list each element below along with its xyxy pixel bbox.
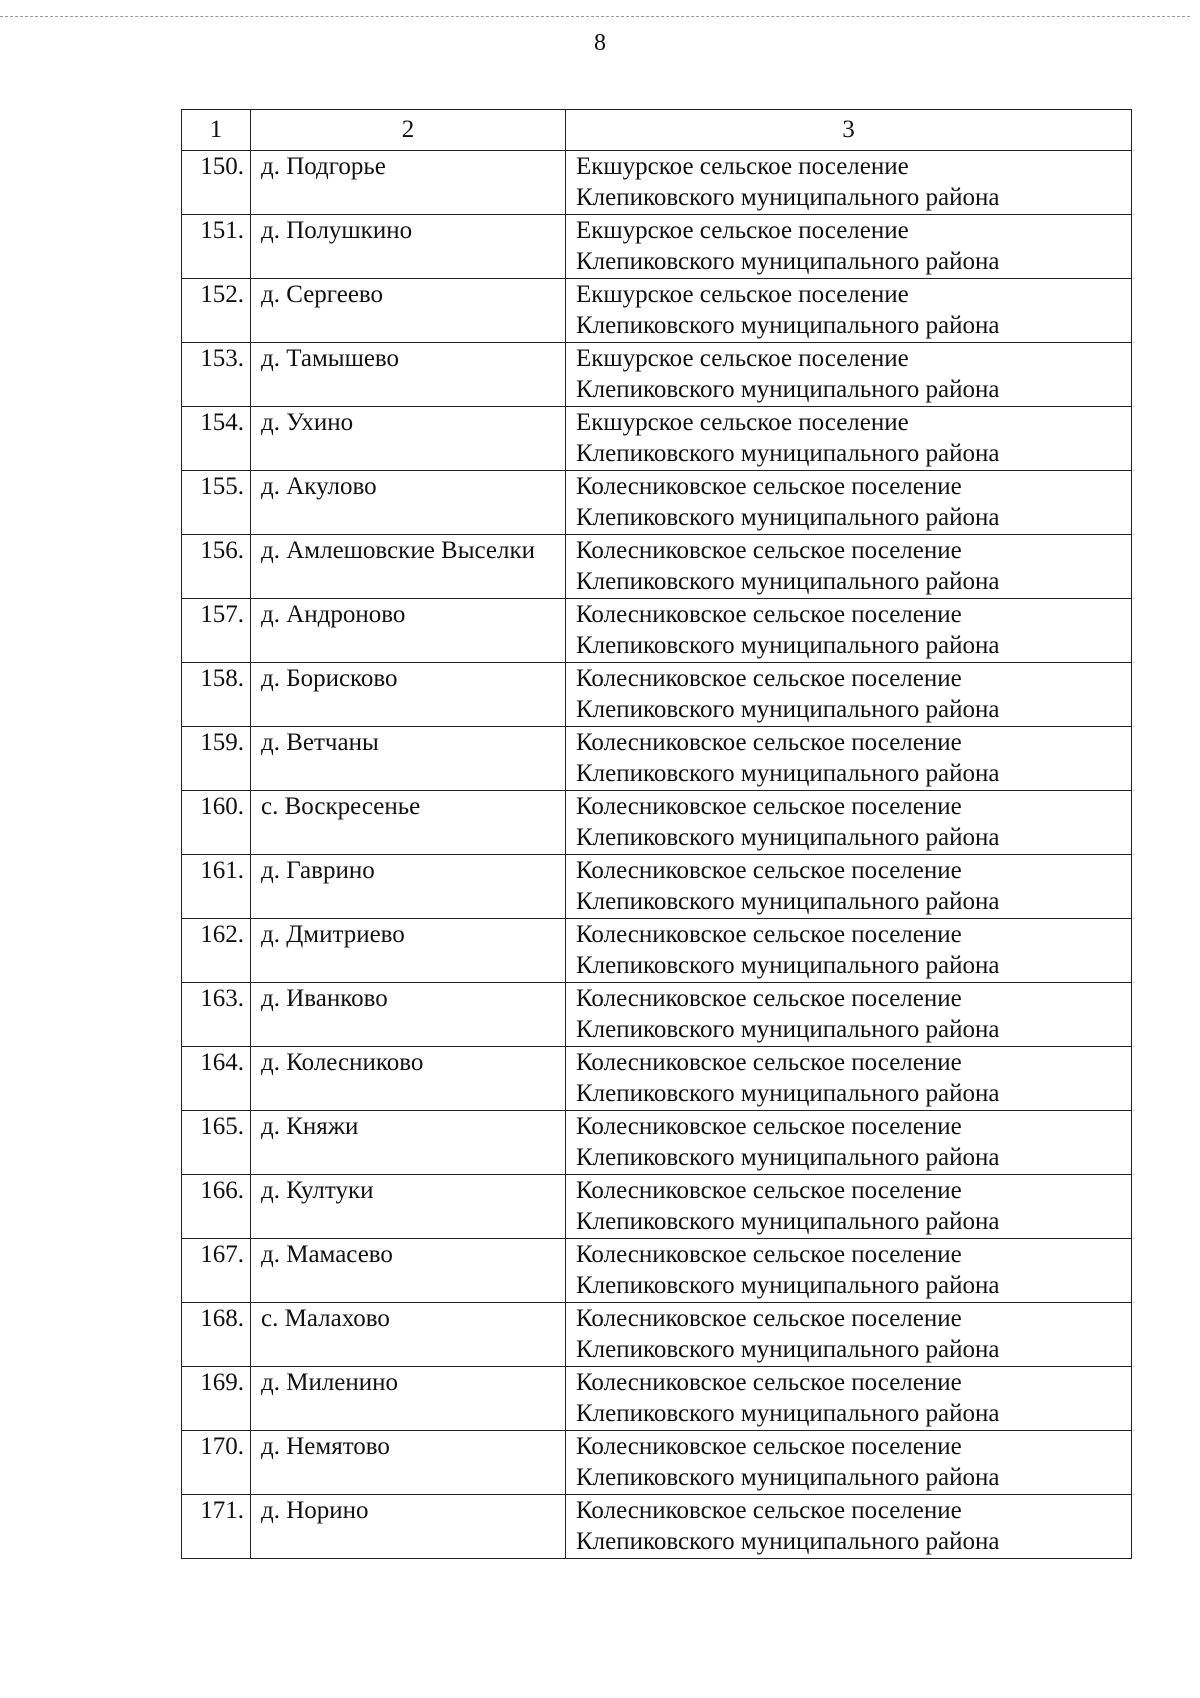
- settlement-name: Екшурское сельское поселение: [576, 409, 909, 436]
- settlement-cell: [566, 1303, 1132, 1367]
- district-name: Клепиковского муниципального района: [576, 248, 1000, 275]
- table-row: [182, 215, 1132, 279]
- locality-name: д. Иванково: [251, 983, 566, 1047]
- settlement-cell: [566, 1367, 1132, 1431]
- settlement-cell: [566, 471, 1132, 535]
- row-number: 164.: [182, 1047, 251, 1111]
- district-name: Клепиковского муниципального района: [576, 1208, 1000, 1235]
- locality-name: д. Княжи: [251, 1111, 566, 1175]
- locality-name: д. Гаврино: [251, 855, 566, 919]
- table-row: [182, 407, 1132, 471]
- row-number: 161.: [182, 855, 251, 919]
- page-number: 8: [594, 30, 606, 56]
- locality-name: д. Мамасево: [251, 1239, 566, 1303]
- locality-name: д. Амлешовские Выселки: [251, 535, 566, 599]
- row-number: 169.: [182, 1367, 251, 1431]
- settlement-name: Колесниковское сельское поселение: [576, 1369, 962, 1396]
- settlement-cell: [566, 215, 1132, 279]
- locality-name: д. Ветчаны: [251, 727, 566, 791]
- locality-name: д. Дмитриево: [251, 919, 566, 983]
- table-row: [182, 343, 1132, 407]
- settlement-cell: [566, 1175, 1132, 1239]
- table-row: [182, 791, 1132, 855]
- district-name: Клепиковского муниципального района: [576, 568, 1000, 595]
- district-name: Клепиковского муниципального района: [576, 696, 1000, 723]
- row-number: 170.: [182, 1431, 251, 1495]
- locality-name: д. Акулово: [251, 471, 566, 535]
- settlement-name: Екшурское сельское поселение: [576, 345, 909, 372]
- settlement-name: Колесниковское сельское поселение: [576, 601, 962, 628]
- locality-name: д. Борисково: [251, 663, 566, 727]
- district-name: Клепиковского муниципального района: [576, 504, 1000, 531]
- district-name: Клепиковского муниципального района: [576, 1272, 1000, 1299]
- settlement-cell: [566, 663, 1132, 727]
- settlement-name: Колесниковское сельское поселение: [576, 1241, 962, 1268]
- row-number: 154.: [182, 407, 251, 471]
- settlement-cell: [566, 1431, 1132, 1495]
- row-number: 165.: [182, 1111, 251, 1175]
- district-name: Клепиковского муниципального района: [576, 952, 1000, 979]
- locality-name: д. Тамышево: [251, 343, 566, 407]
- district-name: Клепиковского муниципального района: [576, 1336, 1000, 1363]
- district-name: Клепиковского муниципального района: [576, 824, 1000, 851]
- locality-name: д. Сергеево: [251, 279, 566, 343]
- table-row: [182, 535, 1132, 599]
- table-row: [182, 279, 1132, 343]
- locality-name: д. Полушкино: [251, 215, 566, 279]
- table-row: [182, 1367, 1132, 1431]
- settlement-cell: [566, 151, 1132, 215]
- row-number: 167.: [182, 1239, 251, 1303]
- table-row: [182, 471, 1132, 535]
- locality-name: д. Колесниково: [251, 1047, 566, 1111]
- settlement-cell: [566, 855, 1132, 919]
- table-row: [182, 1047, 1132, 1111]
- settlement-name: Екшурское сельское поселение: [576, 281, 909, 308]
- district-name: Клепиковского муниципального района: [576, 1464, 1000, 1491]
- table-row: [182, 1431, 1132, 1495]
- settlement-name: Колесниковское сельское поселение: [576, 473, 962, 500]
- settlement-cell: [566, 727, 1132, 791]
- locality-name: с. Малахово: [251, 1303, 566, 1367]
- district-name: Клепиковского муниципального района: [576, 1016, 1000, 1043]
- settlement-name: Колесниковское сельское поселение: [576, 985, 962, 1012]
- settlement-name: Колесниковское сельское поселение: [576, 1113, 962, 1140]
- table-row: [182, 983, 1132, 1047]
- settlement-name: Колесниковское сельское поселение: [576, 665, 962, 692]
- settlement-cell: [566, 1495, 1132, 1559]
- settlement-name: Колесниковское сельское поселение: [576, 537, 962, 564]
- table-row: [182, 599, 1132, 663]
- header-row: [182, 110, 1132, 151]
- settlement-cell: [566, 599, 1132, 663]
- header-col-2: 2: [251, 110, 566, 151]
- table-body: [182, 151, 1132, 1559]
- settlement-cell: [566, 343, 1132, 407]
- settlement-cell: [566, 535, 1132, 599]
- settlement-name: Колесниковское сельское поселение: [576, 793, 962, 820]
- settlements-table: [181, 109, 1132, 1559]
- settlement-name: Екшурское сельское поселение: [576, 153, 909, 180]
- row-number: 171.: [182, 1495, 251, 1559]
- header-col-1: 1: [182, 110, 251, 151]
- district-name: Клепиковского муниципального района: [576, 1528, 1000, 1555]
- row-number: 168.: [182, 1303, 251, 1367]
- row-number: 157.: [182, 599, 251, 663]
- row-number: 152.: [182, 279, 251, 343]
- table-row: [182, 663, 1132, 727]
- settlement-cell: [566, 983, 1132, 1047]
- district-name: Клепиковского муниципального района: [576, 1144, 1000, 1171]
- table-row: [182, 1111, 1132, 1175]
- district-name: Клепиковского муниципального района: [576, 1400, 1000, 1427]
- row-number: 166.: [182, 1175, 251, 1239]
- locality-name: с. Воскресенье: [251, 791, 566, 855]
- settlement-cell: [566, 1239, 1132, 1303]
- settlement-name: Колесниковское сельское поселение: [576, 729, 962, 756]
- table-row: [182, 1303, 1132, 1367]
- table-row: [182, 151, 1132, 215]
- settlement-name: Екшурское сельское поселение: [576, 217, 909, 244]
- settlement-name: Колесниковское сельское поселение: [576, 1433, 962, 1460]
- settlement-cell: [566, 919, 1132, 983]
- settlement-name: Колесниковское сельское поселение: [576, 1049, 962, 1076]
- settlement-cell: [566, 1047, 1132, 1111]
- row-number: 150.: [182, 151, 251, 215]
- row-number: 156.: [182, 535, 251, 599]
- settlement-cell: [566, 791, 1132, 855]
- locality-name: д. Подгорье: [251, 151, 566, 215]
- table-row: [182, 727, 1132, 791]
- district-name: Клепиковского муниципального района: [576, 312, 1000, 339]
- district-name: Клепиковского муниципального района: [576, 632, 1000, 659]
- settlement-name: Колесниковское сельское поселение: [576, 921, 962, 948]
- row-number: 158.: [182, 663, 251, 727]
- locality-name: д. Андроново: [251, 599, 566, 663]
- row-number: 160.: [182, 791, 251, 855]
- district-name: Клепиковского муниципального района: [576, 888, 1000, 915]
- row-number: 153.: [182, 343, 251, 407]
- district-name: Клепиковского муниципального района: [576, 440, 1000, 467]
- district-name: Клепиковского муниципального района: [576, 376, 1000, 403]
- scan-edge-line: [0, 16, 1190, 17]
- settlement-name: Колесниковское сельское поселение: [576, 1497, 962, 1524]
- row-number: 162.: [182, 919, 251, 983]
- district-name: Клепиковского муниципального района: [576, 1080, 1000, 1107]
- table-row: [182, 919, 1132, 983]
- settlement-cell: [566, 1111, 1132, 1175]
- settlement-name: Колесниковское сельское поселение: [576, 857, 962, 884]
- table-row: [182, 1495, 1132, 1559]
- settlement-cell: [566, 279, 1132, 343]
- district-name: Клепиковского муниципального района: [576, 760, 1000, 787]
- settlement-name: Колесниковское сельское поселение: [576, 1305, 962, 1332]
- district-name: Клепиковского муниципального района: [576, 184, 1000, 211]
- locality-name: д. Миленино: [251, 1367, 566, 1431]
- locality-name: д. Култуки: [251, 1175, 566, 1239]
- header-col-3: 3: [566, 110, 1132, 151]
- row-number: 155.: [182, 471, 251, 535]
- table-row: [182, 1175, 1132, 1239]
- locality-name: д. Норино: [251, 1495, 566, 1559]
- locality-name: д. Немятово: [251, 1431, 566, 1495]
- table-header: [182, 110, 1132, 151]
- table-row: [182, 855, 1132, 919]
- row-number: 163.: [182, 983, 251, 1047]
- row-number: 159.: [182, 727, 251, 791]
- settlement-cell: [566, 407, 1132, 471]
- settlement-name: Колесниковское сельское поселение: [576, 1177, 962, 1204]
- locality-name: д. Ухино: [251, 407, 566, 471]
- row-number: 151.: [182, 215, 251, 279]
- table-row: [182, 1239, 1132, 1303]
